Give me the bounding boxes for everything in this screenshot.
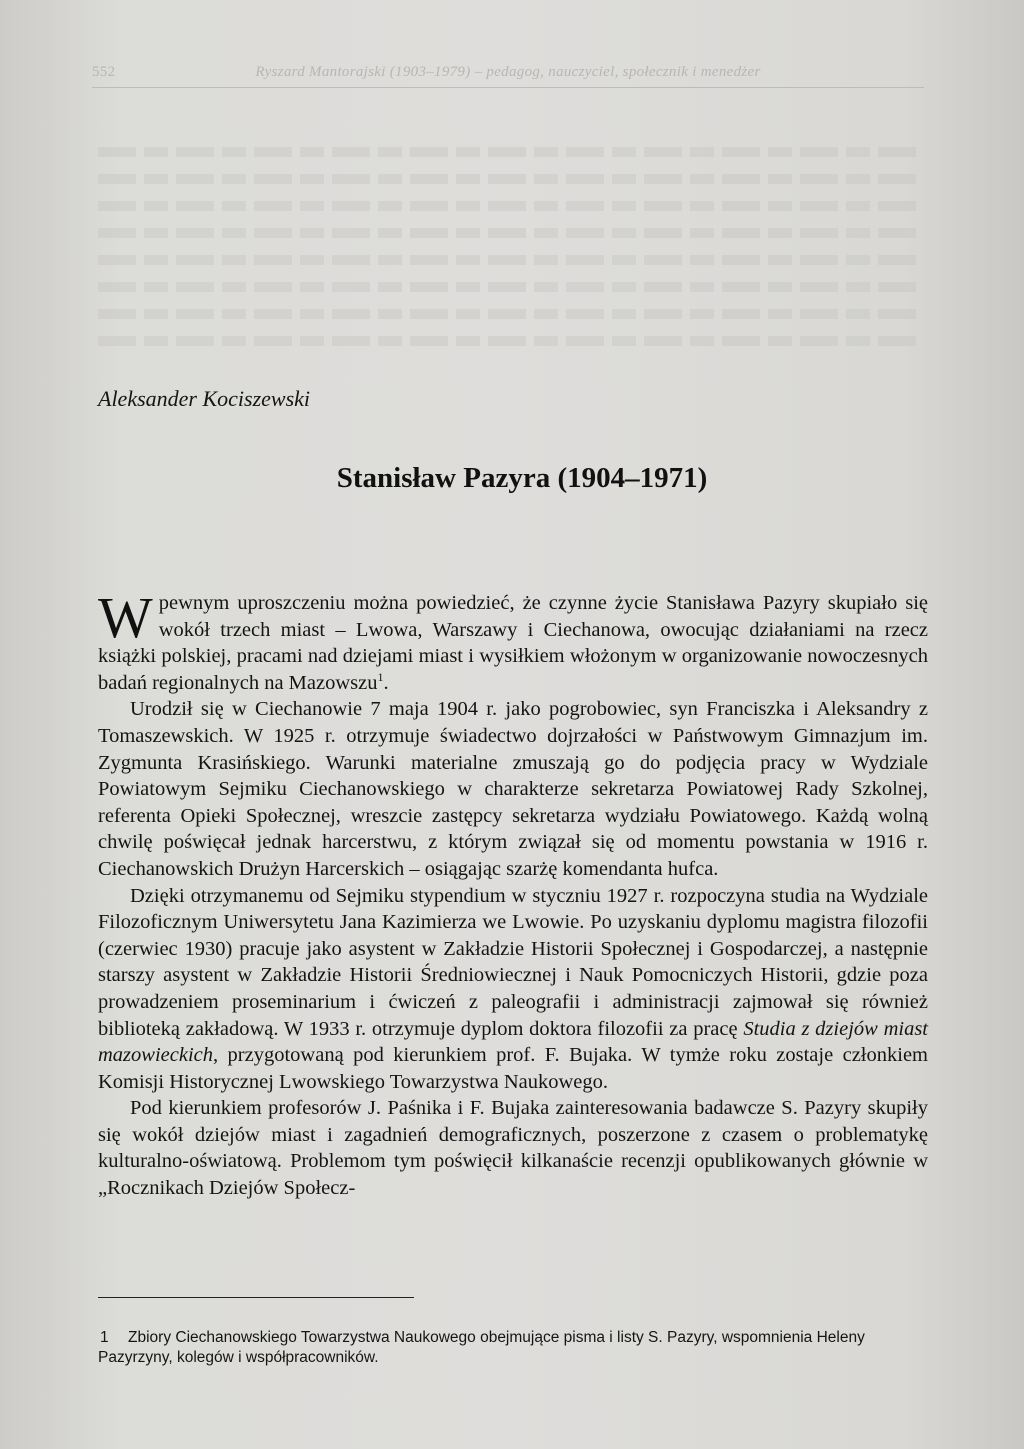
paragraph-2: Urodził się w Ciechanowie 7 maja 1904 r. jako pogrobowiec, syn Franciszka i Aleksandry z Tomaszewskich. W 1925 r. otrzymuje świadectwo dojrzałości w Państwowym Gimnazjum im. Zygmunta Krasińskiego. Warunki materialne zmuszają go do podjęcia pracy w Wydziale Powiatowym Sejmiku Ciechanowskiego w charakterze sekretarza Powiatowej Rady Szkolnej, referenta Opieki Społecznej, wreszcie zastępcy sekretarza wydziału Powiatowego. Każdą wolną chwilę poświęcał jednak harcerstwu, z którym związał się od momentu powstania w 1916 r. Ciechanowskich Drużyn Harcerskich – osiągając szarżę komendanta hufca. — [98, 698, 928, 880]
paragraph-4: Pod kierunkiem profesorów J. Paśnika i F. Bujaka zainteresowania badawcze S. Pazyry skupiły się wokół dziejów miast i zagadnień demograficznych, poszerzone z czasem o problematykę kulturalno-oświatową. Problemom tym poświęcił kilkanaście recenzji opublikowanych głównie w „Rocznikach Dziejów Społecz- — [98, 1097, 928, 1200]
footnote-separator — [98, 1297, 414, 1298]
bleed-through-running-head — [92, 64, 924, 88]
article-author: Aleksander Kociszewski — [98, 386, 311, 411]
footnote-number: 1 — [100, 1329, 109, 1346]
bleed-through-text-block — [98, 138, 924, 354]
footnote-reference[interactable]: 1 — [377, 669, 384, 684]
footnote-text: Zbiory Ciechanowskiego Towarzystwa Naukowego obejmujące pisma i listy S. Pazyry, wspomnienia Heleny Pazyrzyny, kolegów i współpracowników. — [98, 1329, 865, 1366]
paragraph-1-text: pewnym uproszczeniu można powiedzieć, że czynne życie Stanisława Pazyry skupiało się wokół trzech miast – Lwowa, Warszawy i Ciechanowa, owocując działaniami na rzecz książki polskiej, pracami nad dziejami miast i wysiłkiem włożonym w organizowanie nowoczesnych badań regionalnych na Mazowszu — [98, 592, 928, 694]
paragraph-1: Wpewnym uproszczeniu można powiedzieć, że czynne życie Stanisława Pazyry skupiało się wokół trzech miast – Lwowa, Warszawy i Ciechanowa, owocując działaniami na rzecz książki polskiej, pracami nad dziejami miast i wysiłkiem włożonym w organizowanie nowoczesnych badań regionalnych na Mazowszu$^1$. — [98, 585, 928, 694]
drop-cap: W — [98, 585, 153, 650]
article-title: Stanisław Pazyra (1904–1971) — [336, 462, 708, 494]
paragraph-3: Dzięki otrzymanemu od Sejmiku stypendium w styczniu 1927 r. rozpoczyna studia na Wydziale Filozoficznym Uniwersytetu Jana Kazimierza we Lwowie. Po uzyskaniu dyplomu magistra filozofii (czerwiec 1930) pracuje jako asystent w Zakładzie Historii Społecznej i Gospodarczej, a następnie starszy asystent w Zakładzie Historii Średniowiecznej i Nauk Pomocniczych Historii, gdzie poza prowadzeniem proseminarium i ćwiczeń z paleografii i administracji zajmował się również biblioteką zakładową. W 1933 r. otrzymuje dyplom doktora filozofii za pracę Studia z dziejów miast mazowieckich, przygotowaną pod kierunkiem prof. F. Bujaka. W tymże roku zostaje członkiem Komisji Historycznej Lwowskiego Towarzystwa Naukowego. — [98, 884, 928, 1093]
bleed-through-running-head-text: Ryszard Mantorajski (1903–1979) – pedagog, nauczyciel, społecznik i menedżer — [255, 64, 761, 80]
bleed-through-page-number: 552 — [92, 64, 116, 80]
article-body — [98, 585, 928, 1202]
cited-work-title: Studia z dziejów miast mazowieckich — [98, 1017, 928, 1067]
footnote — [98, 1328, 928, 1368]
